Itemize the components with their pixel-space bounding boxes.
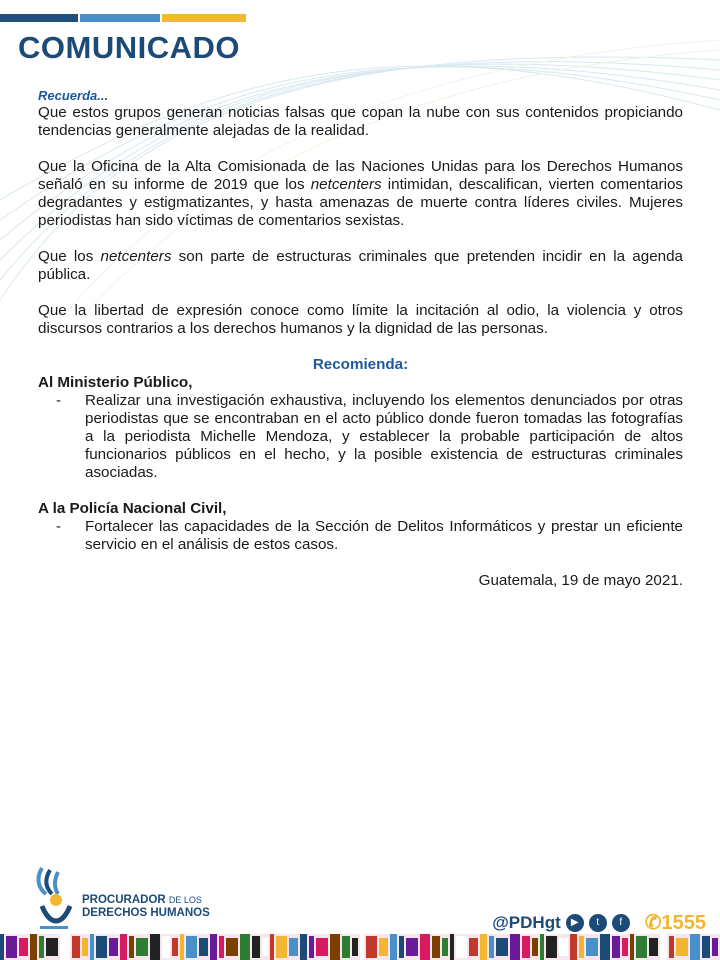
paragraph-1: Que estos grupos generan noticias falsas que copan la nube con sus contenidos propiciando tendencias generalmente alejadas de la realidad. [38,104,683,139]
textile-stripe [469,938,478,956]
textile-stripe [109,938,118,956]
page-title: COMUNICADO [18,30,240,65]
textile-stripe [162,936,170,958]
addressee-policia: A la Policía Nacional Civil, [38,500,227,517]
textile-stripe [289,938,298,956]
list-dash: - [56,518,62,535]
textile-stripe [330,934,340,960]
textile-stripe [712,938,718,956]
phone-icon: ✆ [644,912,662,934]
list-dash: - [56,392,62,409]
textile-stripe [399,936,404,958]
textile-stripe [90,934,94,960]
textile-stripe [276,936,287,958]
textile-stripe [186,936,197,958]
textile-stripe [150,934,160,960]
textile-stripe [19,938,28,956]
textile-stripe [342,936,350,958]
textile-stripe [630,934,634,960]
textile-stripe [660,934,667,960]
textile-stripe [96,936,107,958]
facebook-icon[interactable]: f [612,914,630,932]
textile-stripe [199,938,208,956]
textile-stripe [6,936,17,958]
textile-stripe [546,936,557,958]
textile-stripe [252,936,260,958]
textile-stripe [72,936,80,958]
textile-stripe [270,934,274,960]
textile-stripe [366,936,377,958]
textile-stripe [240,934,250,960]
textile-stripe [30,934,37,960]
textile-stripe [622,938,628,956]
textile-stripe [586,938,598,956]
textile-stripe [39,936,44,958]
recommendation-item [38,518,683,554]
textile-stripe [600,934,610,960]
textile-stripe [522,936,530,958]
textile-stripe [360,934,364,960]
textile-stripe [489,936,494,958]
textile-border [0,934,720,960]
textile-stripe [676,938,688,956]
textile-stripe [420,934,430,960]
document-date: Guatemala, 19 de mayo 2021. [478,572,683,589]
textile-stripe [172,938,178,956]
textile-stripe [612,936,620,958]
textile-stripe [540,934,544,960]
recomienda-heading: Recomienda: [312,356,409,373]
textile-stripe [300,934,307,960]
textile-stripe [60,934,70,960]
textile-stripe [136,938,148,956]
logo-text: PROCURADOR DE LOS DERECHOS HUMANOS [82,894,210,919]
textile-stripe [120,934,127,960]
textile-stripe [456,936,467,958]
textile-stripe [432,936,440,958]
document-body [38,88,683,590]
textile-stripe [210,934,217,960]
pdh-emblem-icon [32,866,80,936]
textile-stripe [390,934,397,960]
textile-stripe [352,938,358,956]
paragraph-3: Que los netcenters son parte de estructuras criminales que pretenden incidir en la agenda pública. [38,248,683,283]
footer [0,840,720,960]
textile-stripe [702,936,710,958]
textile-stripe [379,938,388,956]
social-links [492,910,706,935]
textile-stripe [180,934,184,960]
textile-stripe [309,936,314,958]
textile-stripe [442,938,448,956]
textile-stripe [649,938,658,956]
textile-stripe [570,934,577,960]
textile-stripe [226,938,238,956]
youtube-icon[interactable]: ▶ [566,914,584,932]
textile-stripe [579,936,584,958]
paragraph-2: Que la Oficina de la Alta Comisionada de las Naciones Unidas para los Derechos Humanos señaló en su informe de 2019 que los netcenters intimidan, descalifican, vierten comentarios degradantes y estigmatizantes, y hasta amenazas de muerte contra líderes civiles. Mujeres periodistas han sido víctimas de comentarios sexistas. [38,158,683,229]
textile-stripe [450,934,454,960]
textile-stripe [559,938,568,956]
textile-stripe [406,938,418,956]
textile-stripe [480,934,487,960]
textile-stripe [0,934,4,960]
textile-stripe [510,934,520,960]
twitter-icon[interactable]: t [589,914,607,932]
textile-stripe [669,936,674,958]
textile-stripe [496,938,508,956]
twitter-handle[interactable]: @PDHgt [492,912,561,932]
textile-stripe [46,938,58,956]
addressee-ministerio: Al Ministerio Público, [38,374,193,391]
phone-number[interactable]: ✆1555 [644,912,706,934]
textile-stripe [262,938,268,956]
paragraph-4: Que la libertad de expresión conoce como límite la incitación al odio, la violencia y otros discursos contrarios a los derechos humanos y la dignidad de las personas. [38,302,683,337]
textile-stripe [82,938,88,956]
textile-stripe [129,936,134,958]
textile-stripe [219,936,224,958]
textile-stripe [636,936,647,958]
textile-stripe [532,938,538,956]
recommendation-text: Realizar una investigación exhaustiva, incluyendo los elementos denunciados por otras periodistas que se encontraban en el acto público donde fueron tomadas las fotografías a la periodista Michelle Mendoza, y establecer la probable participación de altos funcionarios públicos en el hecho, y la posible existencia de estructuras criminales asociadas. [85,392,683,481]
recuerda-label: Recuerda... [38,88,109,103]
textile-stripe [316,938,328,956]
recommendation-text: Fortalecer las capacidades de la Sección de Delitos Informáticos y prestar un eficiente servicio en el análisis de estos casos. [85,518,683,553]
recommendation-item [38,392,683,482]
textile-stripe [690,934,700,960]
